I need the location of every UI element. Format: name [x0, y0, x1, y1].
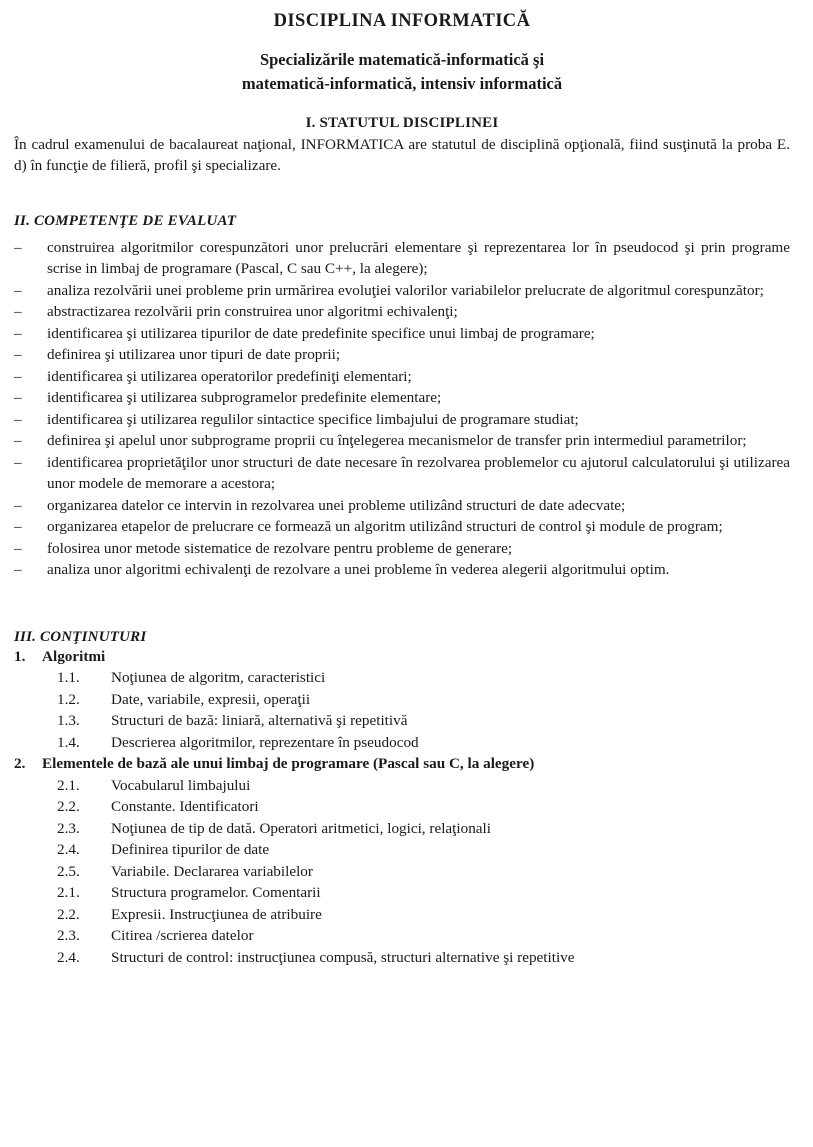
- content-subitem: [14, 839, 790, 861]
- competence-item: [14, 323, 790, 345]
- content-subitem-text: Structura programelor. Comentarii: [111, 884, 321, 902]
- dash-bullet-icon: –: [14, 238, 22, 256]
- dash-bullet-icon: –: [14, 496, 22, 514]
- competence-item-text: identificarea şi utilizarea tipurilor de date predefinite specifice unui limbaj de programare;: [47, 324, 595, 342]
- competence-item: [14, 495, 790, 517]
- content-subitem-text: Variabile. Declararea variabilelor: [111, 862, 313, 880]
- contents-list: [14, 646, 790, 969]
- dash-bullet-icon: –: [14, 561, 22, 579]
- competence-item-text: identificarea şi utilizarea regulilor sintactice specifice limbajului de programare studiat;: [47, 410, 579, 428]
- competence-item-text: organizarea datelor ce intervin in rezolvarea unei probleme utilizând structuri de date adecvate;: [47, 496, 626, 514]
- content-subitem-list: [14, 775, 790, 969]
- dash-bullet-icon: –: [14, 303, 22, 321]
- subtitle-line-1: Specializările matematică-informatică şi: [259, 50, 545, 70]
- content-subitem-number: 2.3.: [57, 819, 80, 837]
- competence-item: [14, 538, 790, 560]
- spacer-after-section-i: [14, 177, 790, 213]
- content-group-number: 1.: [14, 647, 26, 665]
- competence-item-text: identificarea şi utilizarea operatorilor predefiniţi elementari;: [47, 367, 412, 385]
- content-subitem-number: 1.1.: [57, 669, 80, 687]
- content-subitem: [14, 882, 790, 904]
- competence-item-text: construirea algoritmilor corespunzători unor prelucrări elementare şi reprezentarea lor în pseudocod şi prin programe scrise in limbaj de programare (Pascal, C sau C++, la alegere);: [47, 238, 790, 278]
- content-subitem: [14, 925, 790, 947]
- competence-item-text: identificarea proprietăţilor unor structuri de date necesare în rezolvarea problemelor cu ajutorul calculatorului şi utilizarea unor modele de memorare a acestora;: [47, 453, 790, 493]
- dash-bullet-icon: –: [14, 432, 22, 450]
- content-subitem-text: Date, variabile, expresii, operaţii: [111, 690, 311, 708]
- content-subitem-text: Noţiunea de tip de dată. Operatori aritmetici, logici, relaţionali: [111, 819, 491, 837]
- competence-item: [14, 344, 790, 366]
- competence-item: [14, 516, 790, 538]
- content-group-number: 2.: [14, 755, 26, 773]
- content-subitem: [14, 710, 790, 732]
- section-heading-continuturi: III. CONŢINUTURI: [14, 628, 147, 645]
- competence-item: [14, 366, 790, 388]
- competence-item: [14, 409, 790, 431]
- content-group-title: Algoritmi: [42, 647, 106, 665]
- section-heading-competente: II. COMPETENŢE DE EVALUAT: [14, 212, 237, 229]
- content-subitem-number: 2.4.: [57, 841, 80, 859]
- competence-item-text: organizarea etapelor de prelucrare ce formează un algoritm utilizând structuri de control şi module de program;: [47, 518, 723, 536]
- dash-bullet-icon: –: [14, 539, 22, 557]
- competences-list: [14, 237, 790, 581]
- content-subitem-number: 2.1.: [57, 776, 80, 794]
- dash-bullet-icon: –: [14, 453, 22, 471]
- section-heading-statut: I. STATUTUL DISCIPLINEI: [305, 114, 499, 131]
- content-subitem: [14, 732, 790, 754]
- page-title: DISCIPLINA INFORMATICĂ: [273, 11, 531, 31]
- dash-bullet-icon: –: [14, 518, 22, 536]
- content-subitem-text: Structuri de control: instrucţiunea compusă, structuri alternative şi repetitive: [111, 948, 575, 966]
- content-subitem-text: Expresii. Instrucţiunea de atribuire: [111, 905, 322, 923]
- spacer-after-competente-heading: [14, 230, 790, 237]
- content-subitem-number: 1.3.: [57, 712, 80, 730]
- content-subitem: [14, 796, 790, 818]
- content-subitem-number: 2.3.: [57, 927, 80, 945]
- document-subtitle: [14, 48, 790, 95]
- competence-item: [14, 237, 790, 280]
- competence-item-text: identificarea şi utilizarea subprogramelor predefinite elementare;: [47, 389, 442, 407]
- content-subitem-text: Descrierea algoritmilor, reprezentare în pseudocod: [111, 733, 419, 751]
- document-page: [0, 10, 813, 1147]
- content-subitem-number: 2.5.: [57, 862, 80, 880]
- competence-item: [14, 452, 790, 495]
- content-subitem-text: Vocabularul limbajului: [111, 776, 251, 794]
- dash-bullet-icon: –: [14, 346, 22, 364]
- content-subitem-text: Structuri de bază: liniară, alternativă şi repetitivă: [111, 712, 408, 730]
- content-subitem-number: 2.2.: [57, 798, 80, 816]
- competence-item: [14, 559, 790, 581]
- content-subitem-number: 2.4.: [57, 948, 80, 966]
- content-subitem-text: Citirea /scrierea datelor: [111, 927, 254, 945]
- content-subitem: [14, 947, 790, 969]
- content-subitem: [14, 689, 790, 711]
- content-subitem-list: [14, 667, 790, 753]
- content-subitem: [14, 818, 790, 840]
- content-subitem-number: 1.2.: [57, 690, 80, 708]
- content-group: [14, 753, 790, 968]
- dash-bullet-icon: –: [14, 389, 22, 407]
- dash-bullet-icon: –: [14, 367, 22, 385]
- content-subitem: [14, 904, 790, 926]
- content-subitem-text: Constante. Identificatori: [111, 798, 259, 816]
- competence-item-text: definirea şi utilizarea unor tipuri de date proprii;: [47, 346, 341, 364]
- competence-item: [14, 387, 790, 409]
- content-subitem-text: Definirea tipurilor de date: [111, 841, 270, 859]
- content-group-title: Elementele de bază ale unui limbaj de programare (Pascal sau C, la alegere): [42, 755, 535, 773]
- content-subitem: [14, 775, 790, 797]
- competence-item: [14, 301, 790, 323]
- competence-item-text: folosirea unor metode sistematice de rezolvare pentru probleme de generare;: [47, 539, 513, 557]
- content-subitem-text: Noţiunea de algoritm, caracteristici: [111, 669, 326, 687]
- content-subitem-number: 2.2.: [57, 905, 80, 923]
- content-subitem: [14, 667, 790, 689]
- spacer-before-section-iii: [14, 581, 790, 629]
- content-group-heading: [14, 753, 790, 775]
- competence-item: [14, 280, 790, 302]
- dash-bullet-icon: –: [14, 324, 22, 342]
- content-group-heading: [14, 646, 790, 668]
- competence-item-text: abstractizarea rezolvării prin construirea unor algoritmi echivalenţi;: [47, 303, 458, 321]
- dash-bullet-icon: –: [14, 410, 22, 428]
- content-subitem-number: 1.4.: [57, 733, 80, 751]
- dash-bullet-icon: –: [14, 281, 22, 299]
- competence-item-text: definirea şi apelul unor subprograme proprii cu înţelegerea mecanismelor de transfer prin intermediul parametrilor;: [47, 432, 747, 450]
- competence-item-text: analiza rezolvării unei probleme prin urmărirea evoluţiei valorilor variabilelor prelucrate de algoritmul corespunzător;: [47, 281, 764, 299]
- subtitle-line-2: matematică-informatică, intensiv informatică: [241, 73, 563, 93]
- competence-item-text: analiza unor algoritmi echivalenţi de rezolvare a unei probleme în vederea alegerii algoritmului optim.: [47, 561, 670, 579]
- content-group: [14, 646, 790, 754]
- content-subitem-number: 2.1.: [57, 884, 80, 902]
- content-subitem: [14, 861, 790, 883]
- competence-item: [14, 430, 790, 452]
- statut-paragraph: În cadrul examenului de bacalaureat naţional, INFORMATICA are statutul de disciplină opţională, fiind susţinută la proba E. d) în funcţie de filieră, profil şi specializare.: [14, 135, 790, 175]
